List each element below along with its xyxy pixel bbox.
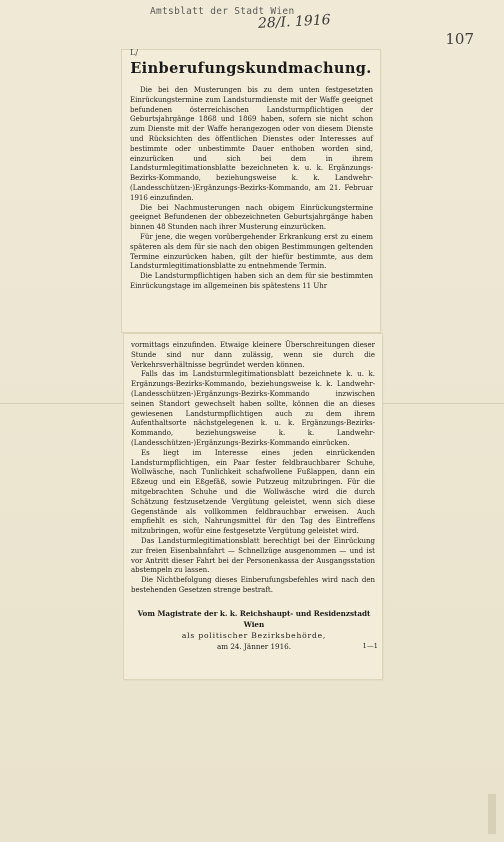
document-title: Einberufungskundmachung. [130, 60, 372, 77]
paragraph: Die Nichtbefolgung dieses Einberufungsbefehles wird nach den bestehenden Gesetzen strenge bestraft. [131, 576, 375, 594]
text-block-part-2 [131, 341, 375, 596]
signature-authority: Vom Magistrate der k. k. Reichshaupt- und Residenzstadt Wien [137, 609, 371, 629]
signature-date-line [128, 641, 380, 652]
paragraph: Für jene, die wegen vorübergehender Erkrankung erst zu einem späteren als dem für sie nach den obigen Bestimmungen geltenden Termine einzurücken haben, gilt der hiefür bestimmte, aus dem Landsturmlegitimationsblatte zu entnehmende Termin. [130, 232, 373, 271]
paragraph: Das Landsturmlegitimationsblatt berechtigt bei der Einrückung zur freien Eisenbahnfahrt — Schnellzüge ausgenommen — und ist vor Antritt dieser Fahrt bei der Personenkassa der Ausgangsstation abstempeln zu lassen. [131, 536, 375, 575]
text-block-part-1 [130, 86, 373, 292]
paper-edge-wear [488, 794, 496, 834]
margin-mark: L/ [130, 48, 139, 57]
paragraph: Die bei Nachmusterungen nach obigem Einrückungstermine geeignet Befundenen der obbezeichneten Geburtsjahrgänge haben binnen 48 Stunden nach ihrer Musterung einzurücken. [130, 203, 373, 232]
signature-block [128, 608, 380, 652]
signature-date: am 24. Jänner 1916. [216, 642, 292, 651]
publication-stamp: Amtsblatt der Stadt Wien [150, 6, 295, 17]
reference-number: 1—1 [362, 642, 378, 650]
paragraph: vormittags einzufinden. Etwaige kleinere Überschreitungen dieser Stunde sind nur dann zulässig, wenn sie durch die Verkehrsverhältnisse begründet werden können. [131, 341, 375, 369]
paragraph: Die bei den Musterungen bis zu dem unten festgesetzten Einrückungstermine zum Landsturmdienste mit der Waffe geeignet befundenen österreichischen Landsturmpflichtigen der Geburtsjahrgänge 1868 und 1869 haben, sofern sie nicht schon zum Dienste mit der Waffe herangezogen oder von diesem Dienste und Rücksichten des öffentlichen Dienstes oder Interesses auf bestimmte oder unbestimmte Dauer enthoben worden sind, einzurücken und sich bei dem in ihrem Landsturmlegitimationsblatte bezeichneten k. u. k. Ergänzungs-Bezirks-Kommando, beziehungsweise k. k. Landwehr-(Landesschützen-)Ergänzungs-Bezirks-Kommando, am 21. Februar 1916 einzufinden. [130, 86, 373, 202]
signature-capacity: als politischer Bezirksbehörde, [181, 631, 327, 640]
paragraph: Falls das im Landsturmlegitimationsblatt bezeichnete k. u. k. Ergänzungs-Bezirks-Kommando, beziehungsweise k. k. Landwehr-(Landesschützen-)Ergänzungs-Bezirks-Kommando inzwischen seinen Standort gewechselt haben sollte, können die an dieses gewiesenen Landsturmpflichtigen auch zu dem ihrem Aufenthaltsorte nächstgelegenen k. u. k. Ergänzungs-Bezirks-Kommando, beziehungsweise k. k. Landwehr-(Landesschützen-)Ergänzungs-Bezirks-Kommando einrücken. [131, 370, 375, 447]
handwritten-date: 28/I. 1916 [257, 12, 331, 32]
paragraph: Die Landsturmpflichtigen haben sich an dem für sie bestimmten Einrückungstage im allgemeinen bis spätestens 11 Uhr [130, 272, 373, 290]
paragraph: Es liegt im Interesse eines jeden einrückenden Landsturmpflichtigen, ein Paar fester feldbrauchbarer Schuhe, Wollwäsche, nach Tunlichkeit schafwollene Fußlappen, dann ein Eßzeug und ein Eßgefäß, sowie Putzzeug mitzubringen. Für die mitgebrachten Schuhe und die Wollwäsche wird die durch Schätzung festzusetzende Vergütung geleistet, wenn sich diese Gegenstände als vollkommen feldbrauchbar erweisen. Auch empfiehlt es sich, Nahrungsmittel für den Tag des Eintreffens mitzubringen, wofür eine festgesetzte Vergütung geleistet wird. [131, 448, 375, 536]
page-number: 107 [445, 30, 474, 48]
